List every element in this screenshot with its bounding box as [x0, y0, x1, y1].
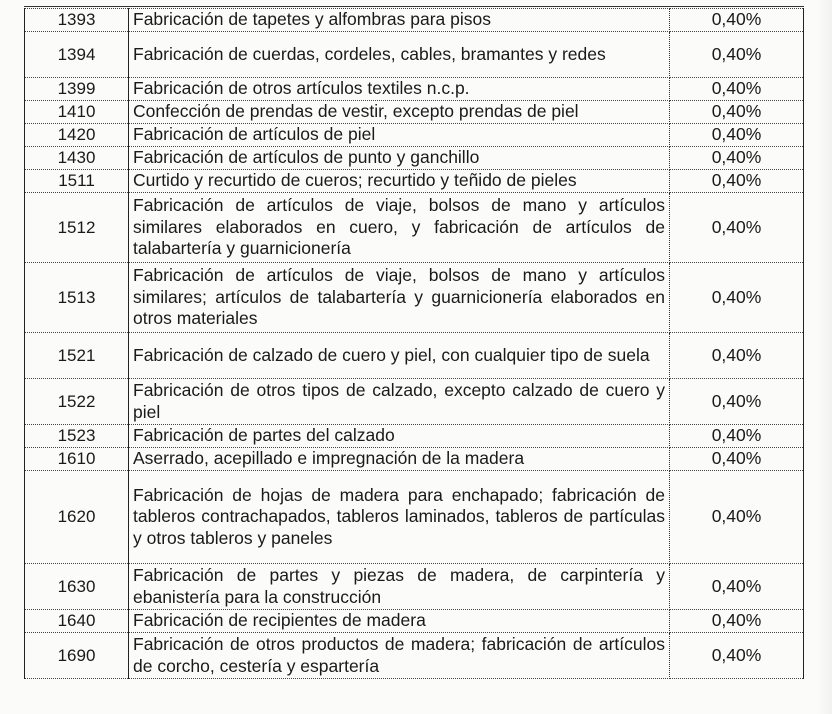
- table-row: [25, 147, 804, 170]
- activity-rate: 0,40%: [670, 9, 804, 32]
- activity-rate: 0,40%: [670, 193, 804, 263]
- activity-description: Fabricación de partes y piezas de madera, de carpintería y ebanistería para la construcción: [129, 564, 670, 610]
- table-row: [25, 610, 804, 633]
- table-row: [25, 471, 804, 564]
- table-row: [25, 9, 804, 32]
- activity-code: 1640: [25, 610, 129, 633]
- activity-rate: 0,40%: [670, 425, 804, 448]
- activity-code: 1394: [25, 32, 129, 78]
- activity-description: Fabricación de otros tipos de calzado, excepto calzado de cuero y piel: [129, 379, 670, 425]
- activity-rate: 0,40%: [670, 124, 804, 147]
- activity-code: 1511: [25, 170, 129, 193]
- activity-rate: 0,40%: [670, 633, 804, 679]
- activity-description: Fabricación de artículos de viaje, bolsos de mano y artículos similares elaborados en cuero, y fabricación de artículos de talabartería y guarnicionería: [129, 193, 670, 263]
- activity-code: 1620: [25, 471, 129, 564]
- table-row: [25, 425, 804, 448]
- activity-rate-table: [24, 8, 804, 679]
- table-row: [25, 333, 804, 379]
- activity-description: Curtido y recurtido de cueros; recurtido y teñido de pieles: [129, 170, 670, 193]
- activity-code: 1690: [25, 633, 129, 679]
- activity-code: 1513: [25, 263, 129, 333]
- activity-code: 1521: [25, 333, 129, 379]
- activity-rate: 0,40%: [670, 170, 804, 193]
- activity-rate: 0,40%: [670, 471, 804, 564]
- activity-code: 1393: [25, 9, 129, 32]
- activity-rate: 0,40%: [670, 78, 804, 101]
- activity-rate: 0,40%: [670, 379, 804, 425]
- table-row: [25, 263, 804, 333]
- activity-code: 1523: [25, 425, 129, 448]
- table-top-border: [24, 6, 804, 7]
- table-row: [25, 193, 804, 263]
- activity-description: Confección de prendas de vestir, excepto prendas de piel: [129, 101, 670, 124]
- activity-description: Fabricación de cuerdas, cordeles, cables, bramantes y redes: [129, 32, 670, 78]
- activity-code: 1399: [25, 78, 129, 101]
- activity-description: Fabricación de artículos de punto y ganchillo: [129, 147, 670, 170]
- activity-code: 1512: [25, 193, 129, 263]
- activity-description: Fabricación de tapetes y alfombras para pisos: [129, 9, 670, 32]
- activity-rate: 0,40%: [670, 147, 804, 170]
- activity-code: 1610: [25, 448, 129, 471]
- activity-description: Fabricación de calzado de cuero y piel, con cualquier tipo de suela: [129, 333, 670, 379]
- table-row: [25, 633, 804, 679]
- activity-rate: 0,40%: [670, 448, 804, 471]
- table-row: [25, 564, 804, 610]
- table-row: [25, 448, 804, 471]
- activity-rate: 0,40%: [670, 263, 804, 333]
- activity-code: 1430: [25, 147, 129, 170]
- activity-description: Fabricación de artículos de piel: [129, 124, 670, 147]
- scan-edge-shadow: [818, 0, 832, 714]
- activity-description: Fabricación de artículos de viaje, bolsos de mano y artículos similares; artículos de talabartería y guarnicionería elaborados en otros materiales: [129, 263, 670, 333]
- activity-rate: 0,40%: [670, 32, 804, 78]
- activity-rate: 0,40%: [670, 101, 804, 124]
- table-body: [25, 9, 804, 679]
- activity-description: Fabricación de otros productos de madera; fabricación de artículos de corcho, cestería y espartería: [129, 633, 670, 679]
- activity-description: Fabricación de recipientes de madera: [129, 610, 670, 633]
- activity-code: 1420: [25, 124, 129, 147]
- activity-rate: 0,40%: [670, 610, 804, 633]
- activity-code: 1522: [25, 379, 129, 425]
- table-row: [25, 101, 804, 124]
- table-row: [25, 32, 804, 78]
- activity-description: Aserrado, acepillado e impregnación de la madera: [129, 448, 670, 471]
- table-row: [25, 78, 804, 101]
- activity-description: Fabricación de hojas de madera para enchapado; fabricación de tableros contrachapados, tableros laminados, tableros de partículas y otros tableros y paneles: [129, 471, 670, 564]
- table-row: [25, 124, 804, 147]
- activity-description: Fabricación de partes del calzado: [129, 425, 670, 448]
- table-row: [25, 379, 804, 425]
- activity-code: 1410: [25, 101, 129, 124]
- activity-rate: 0,40%: [670, 333, 804, 379]
- activity-rate: 0,40%: [670, 564, 804, 610]
- table-row: [25, 170, 804, 193]
- activity-code: 1630: [25, 564, 129, 610]
- activity-description: Fabricación de otros artículos textiles n.c.p.: [129, 78, 670, 101]
